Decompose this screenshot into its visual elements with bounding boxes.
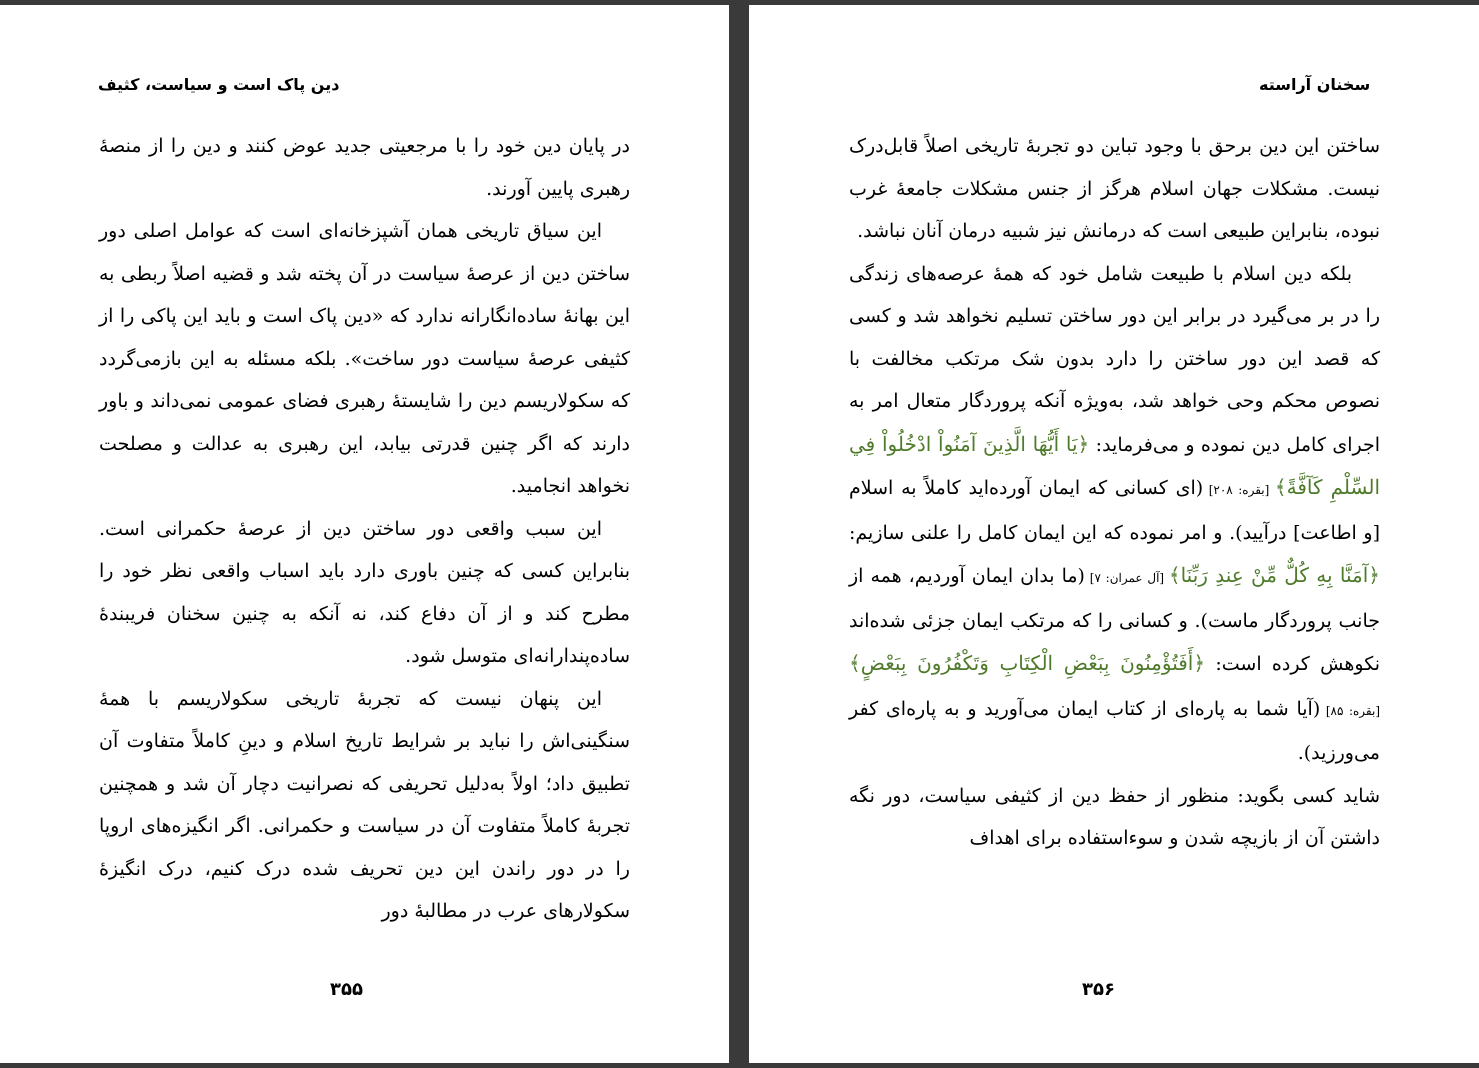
text-run: بلکه دین اسلام با طبیعت شامل خود که همهٔ عرصه‌های زندگی را در بر می‌گیرد در برابر این دور ساختن تسلیم نخواهد شد و کسی که قصد این دور ساختن را دارد بدون شک مرتکب مخالفت با نصوص محکم وحی خواهد شد، به‌ویژه آنکه پروردگار متعال امر به اجرای کامل دین نموده و می‌فرماید:: [849, 262, 1380, 456]
quran-verse: ﴿أَفَتُؤْمِنُونَ بِبَعْضِ الْكِتَابِ وَتَكْفُرُونَ بِبَعْضٍ﴾: [849, 651, 1206, 675]
running-header: دین پاک است و سیاست، کثیف: [98, 75, 340, 94]
paragraph: در پایان دین خود را با مرجعیتی جدید عوض کنند و دین را از منصهٔ رهبری پایین آورند.: [99, 135, 630, 200]
page-number: ۳۵۵: [330, 979, 363, 1000]
running-header: سخنان آراسته: [1259, 75, 1371, 94]
verse-reference: [بقره: ۲۰۸]: [1203, 483, 1275, 497]
paragraph: شاید کسی بگوید: منظور از حفظ دین از کثیفی سیاست، دور نگه داشتن آن از بازیچه شدن و سوءاستفاده برای اهداف: [849, 784, 1380, 849]
body-text: [849, 125, 1380, 860]
body-text: [99, 125, 630, 933]
paragraph: [849, 253, 1380, 775]
quran-verse: ﴿يَا أَيُّهَا الَّذِينَ آمَنُواْ ادْخُلُواْ فِي السِّلْمِ كَآفَّةً﴾: [849, 431, 1381, 499]
paragraph: این سبب واقعی دور ساختن دین از عرصهٔ حکمرانی است. بنابراین کسی که چنین باوری دارد باید اسباب واقعی نظر خود را مطرح کند و از آن دفاع کند، نه آنکه به چنین سخنان فریبندهٔ ساده‌پندارانه‌ای متوسل شود.: [99, 517, 630, 667]
verse-reference: [آل عمران: ۷]: [1084, 571, 1169, 585]
text-run: (آیا شما به پاره‌ای از کتاب ایمان می‌آورید و به پاره‌ای کفر می‌ورزید).: [849, 697, 1380, 764]
quran-verse: ﴿آمَنَّا بِهِ كُلٌّ مِّنْ عِندِ رَبِّنَا﴾: [1168, 563, 1380, 587]
verse-reference: [بقره: ۸۵]: [1320, 703, 1380, 718]
text-run: (ای کسانی که ایمان آورده‌اید کاملاً به اسلام [و اطاعت] درآیید). و امر نموده که این ایمان کامل را علنی سازیم:: [849, 477, 1380, 544]
page-number: ۳۵۶: [1082, 979, 1115, 1000]
paragraph: این سیاق تاریخی همان آشپزخانه‌ای است که عوامل اصلی دور ساختن دین از عرصهٔ سیاست در آن پخته شد و قضیه اصلاً ربطی به این بهانهٔ ساده‌انگارانه ندارد که «دین پاک است و باید این پاکی را از کثیفی عرصهٔ سیاست دور ساخت». بلکه مسئله به این بازمی‌گردد که سکولاریسم دین را شایستهٔ رهبری فضای عمومی نمی‌داند و باور دارند که اگر چنین قدرتی بیابد، این رهبری به عدالت و مصلحت نخواهد انجامید.: [99, 220, 630, 497]
paragraph: این پنهان نیست که تجربهٔ تاریخی سکولاریسم با همهٔ سنگینی‌اش را نباید بر شرایط تاریخ اسلام و دینِ کاملاً متفاوت آن تطبیق داد؛ اولاً به‌دلیل تحریفی که نصرانیت دچار آن شد و همچنین تجربهٔ کاملاً متفاوت آن در سیاست و حکمرانی. اگر انگیزه‌های اروپا را در دور راندن این دین تحریف شده درک کنیم، درک انگیزهٔ سکولارهای عرب در مطالبهٔ دور: [99, 687, 630, 922]
text-run: (ما بدان ایمان آوردیم، همه از جانب پروردگار ماست). و کسانی را که مرتکب ایمان جزئی شده‌اند نکوهش کرده است:: [849, 565, 1380, 675]
left-page: [0, 5, 729, 1063]
right-page: [749, 5, 1479, 1063]
paragraph: ساختن این دین برحق با وجود تباین دو تجربهٔ تاریخی اصلاً قابل‌درک نیست. مشکلات جهان اسلام هرگز از جنس مشکلات جامعهٔ غرب نبوده، بنابراین طبیعی است که درمانش نیز شبیه درمان آنان نباشد.: [849, 135, 1380, 242]
